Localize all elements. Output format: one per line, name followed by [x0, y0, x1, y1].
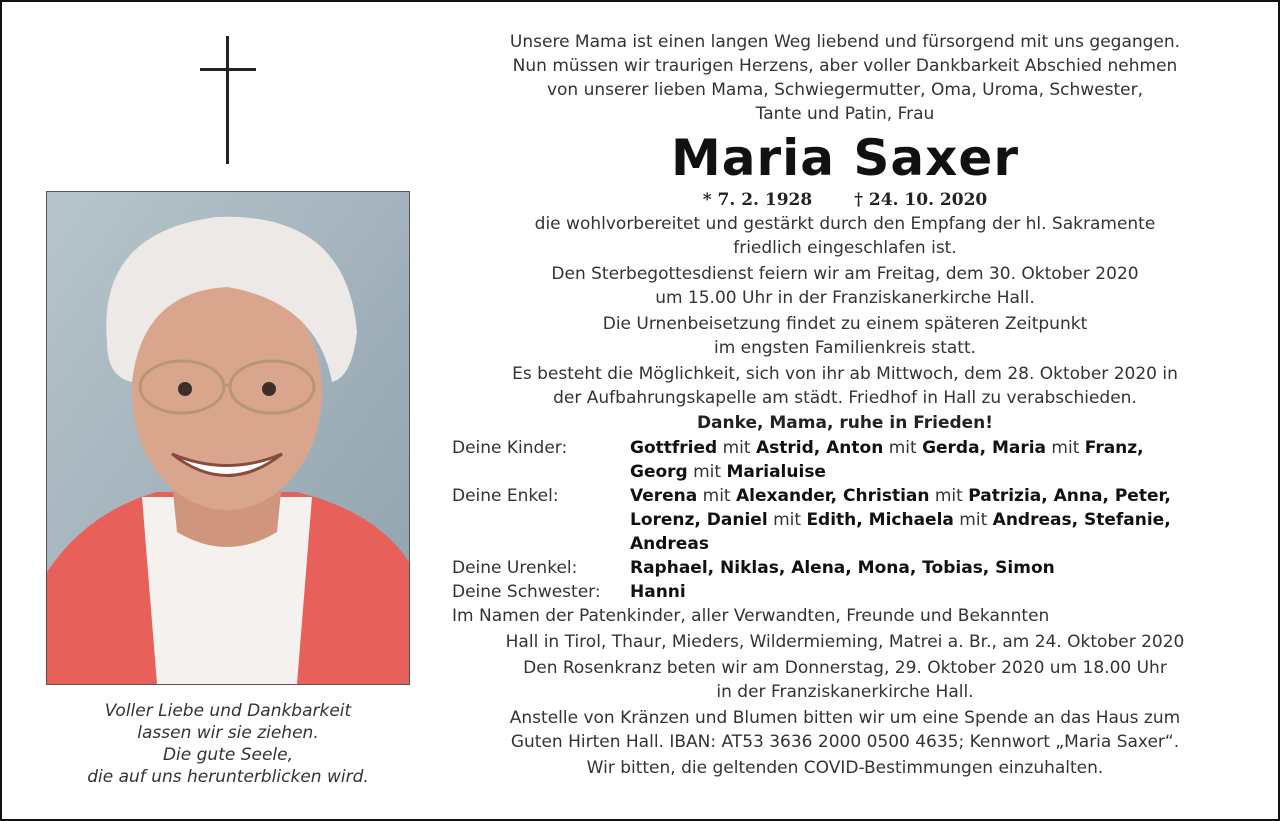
member-name: Lorenz, Daniel	[630, 510, 768, 530]
rosary-line: in der Franziskanerkirche Hall.	[716, 682, 974, 702]
intro-line: Nun müssen wir traurigen Herzens, aber voller Dankbarkeit Abschied nehmen	[512, 56, 1178, 76]
family-row	[452, 484, 1238, 556]
family-members	[630, 580, 1238, 604]
intro-line: von unserer lieben Mama, Schwiegermutter, Oma, Uroma, Schwester,	[546, 80, 1144, 100]
family-list	[452, 436, 1238, 604]
family-members	[630, 556, 1238, 580]
donation-line: Guten Hirten Hall. IBAN: AT53 3636 2000 0500 4635; Kennwort „Maria Saxer“.	[510, 732, 1180, 752]
family-members-line	[630, 532, 1238, 556]
body-line: der Aufbahrungskapelle am städt. Friedhof in Hall zu verabschieden.	[553, 388, 1137, 408]
member-name: Andreas	[630, 534, 709, 554]
member-name: Marialuise	[726, 462, 826, 482]
relatives-line: Im Namen der Patenkinder, aller Verwandten, Freunde und Bekannten	[452, 606, 1050, 626]
family-members-line	[630, 580, 1238, 604]
member-name: Raphael, Niklas, Alena, Mona, Tobias, Simon	[630, 558, 1055, 578]
donation-line: Anstelle von Kränzen und Blumen bitten wir um eine Spende an das Haus zum	[509, 708, 1181, 728]
connector-text: mit	[883, 438, 923, 458]
family-members	[630, 484, 1238, 556]
covid-line: Wir bitten, die geltenden COVID-Bestimmungen einzuhalten.	[586, 758, 1104, 778]
death-date: † 24. 10. 2020	[854, 190, 988, 210]
member-name: Gottfried	[630, 438, 718, 458]
connector-text: mit	[929, 486, 969, 506]
member-name: Georg	[630, 462, 688, 482]
connector-text: mit	[717, 438, 756, 458]
family-members-line	[630, 508, 1238, 532]
family-members-line	[630, 436, 1238, 460]
thanks-line: Danke, Mama, ruhe in Frieden!	[696, 413, 994, 433]
obituary-text	[452, 30, 1238, 780]
member-name: Franz,	[1084, 438, 1144, 458]
intro-line: Tante und Patin, Frau	[755, 104, 935, 124]
life-dates	[452, 188, 1238, 212]
family-row	[452, 580, 1238, 604]
family-members-line	[630, 484, 1238, 508]
body-line: friedlich eingeschlafen ist.	[733, 238, 957, 258]
body-line: um 15.00 Uhr in der Franziskanerkirche Hall.	[655, 288, 1035, 308]
member-name: Gerda, Maria	[922, 438, 1047, 458]
member-name: Astrid, Anton	[755, 438, 884, 458]
connector-text: mit	[1046, 438, 1085, 458]
family-members-line	[630, 460, 1238, 484]
body-line: Die Urnenbeisetzung findet zu einem späteren Zeitpunkt	[602, 314, 1088, 334]
member-name: Edith, Michaela	[806, 510, 954, 530]
birth-date: * 7. 2. 1928	[702, 190, 813, 210]
intro-line: Unsere Mama ist einen langen Weg liebend und fürsorgend mit uns gegangen.	[509, 32, 1181, 52]
connector-text: mit	[697, 486, 737, 506]
member-name: Verena	[630, 486, 698, 506]
member-name: Alexander, Christian	[736, 486, 930, 506]
rosary-line: Den Rosenkranz beten wir am Donnerstag, 29. Oktober 2020 um 18.00 Uhr	[523, 658, 1167, 678]
member-name: Andreas, Stefanie,	[992, 510, 1171, 530]
family-label: Deine Urenkel:	[452, 558, 578, 578]
deceased-name: Maria Saxer	[670, 129, 1019, 187]
family-label: Deine Kinder:	[452, 438, 568, 458]
member-name: Patrizia, Anna, Peter,	[968, 486, 1171, 506]
connector-text: mit	[687, 462, 727, 482]
family-row	[452, 436, 1238, 484]
body-line: Es besteht die Möglichkeit, sich von ihr ab Mittwoch, dem 28. Oktober 2020 in	[512, 364, 1178, 384]
family-label: Deine Schwester:	[452, 582, 601, 602]
cross-icon	[200, 36, 256, 164]
portrait-photo	[46, 191, 410, 685]
place-date-line: Hall in Tirol, Thaur, Mieders, Wildermieming, Matrei a. Br., am 24. Oktober 2020	[505, 632, 1185, 652]
connector-text: mit	[767, 510, 807, 530]
body-line: die wohlvorbereitet und gestärkt durch den Empfang der hl. Sakramente	[534, 214, 1156, 234]
body-line: im engsten Familienkreis statt.	[713, 338, 977, 358]
member-name: Hanni	[630, 582, 686, 602]
photo-caption: Voller Liebe und Dankbarkeit lassen wir sie ziehen. Die gute Seele, die auf uns herunterblicken wird.	[87, 701, 369, 787]
body-line: Den Sterbegottesdienst feiern wir am Freitag, dem 30. Oktober 2020	[551, 264, 1139, 284]
family-label: Deine Enkel:	[452, 486, 559, 506]
family-row	[452, 556, 1238, 580]
connector-text: mit	[953, 510, 993, 530]
family-members	[630, 436, 1238, 484]
family-members-line	[630, 556, 1238, 580]
